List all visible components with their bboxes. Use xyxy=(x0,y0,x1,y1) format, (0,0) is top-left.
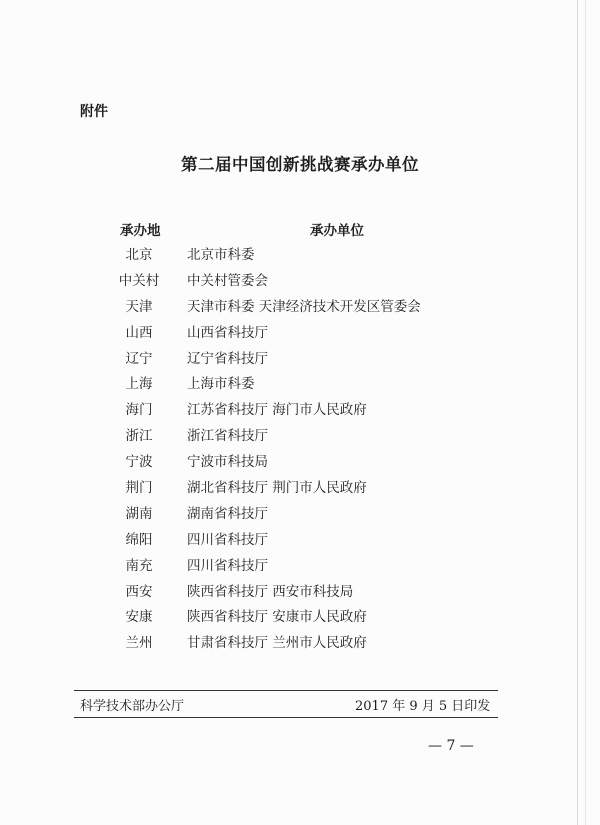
row-unit: 陕西省科技厅 安康市人民政府 xyxy=(187,609,367,626)
footer-issuer: 科学技术部办公厅 xyxy=(80,699,185,714)
table-row xyxy=(0,424,600,450)
footer-bottom-rule xyxy=(74,717,498,718)
row-location: 兰州 xyxy=(125,635,153,652)
row-location: 天津 xyxy=(125,298,153,315)
table-row xyxy=(0,580,600,606)
table-row xyxy=(0,631,600,657)
table-row xyxy=(0,243,600,269)
row-location: 湖南 xyxy=(125,505,153,522)
table-row xyxy=(0,450,600,476)
row-location: 海门 xyxy=(125,402,153,419)
row-unit: 天津市科委 天津经济技术开发区管委会 xyxy=(187,298,421,315)
row-unit: 浙江省科技厅 xyxy=(187,428,268,445)
column-header-unit: 承办单位 xyxy=(310,223,364,239)
row-unit: 四川省科技厅 xyxy=(187,557,268,574)
page-title: 第二届中国创新挑战赛承办单位 xyxy=(181,155,419,174)
table-row xyxy=(0,321,600,347)
row-unit: 陕西省科技厅 西安市科技局 xyxy=(187,583,354,600)
row-unit: 湖南省科技厅 xyxy=(187,505,268,522)
host-table xyxy=(0,243,600,657)
row-unit: 山西省科技厅 xyxy=(187,324,268,341)
row-location: 西安 xyxy=(125,583,153,600)
row-unit: 北京市科委 xyxy=(187,247,255,263)
row-location: 北京 xyxy=(125,247,153,263)
row-location: 荆门 xyxy=(125,480,153,497)
table-row xyxy=(0,269,600,295)
row-unit: 宁波市科技局 xyxy=(187,454,268,471)
row-unit: 中关村管委会 xyxy=(187,272,268,289)
row-location: 宁波 xyxy=(125,454,153,471)
table-row xyxy=(0,347,600,373)
table-row xyxy=(0,398,600,424)
table-row xyxy=(0,372,600,398)
column-header-location: 承办地 xyxy=(120,223,161,239)
row-location: 绵阳 xyxy=(125,531,153,548)
row-location: 南充 xyxy=(125,557,153,574)
footer-top-rule xyxy=(74,690,498,691)
table-row xyxy=(0,528,600,554)
table-row xyxy=(0,476,600,502)
table-row xyxy=(0,605,600,631)
row-location: 安康 xyxy=(125,609,153,626)
row-location: 上海 xyxy=(125,376,153,393)
table-row xyxy=(0,295,600,321)
row-location: 浙江 xyxy=(125,428,153,445)
footer-date: 2017 年 9 月 5 日印发 xyxy=(355,699,491,714)
row-unit: 甘肃省科技厅 兰州市人民政府 xyxy=(187,635,367,652)
row-unit: 湖北省科技厅 荆门市人民政府 xyxy=(187,480,367,497)
row-location: 山西 xyxy=(125,324,153,341)
row-unit: 上海市科委 xyxy=(187,376,255,393)
table-row xyxy=(0,502,600,528)
row-location: 中关村 xyxy=(118,272,160,289)
page-number: — 7 — xyxy=(428,738,474,754)
table-row xyxy=(0,554,600,580)
row-unit: 四川省科技厅 xyxy=(187,531,268,548)
row-location: 辽宁 xyxy=(125,350,153,367)
attachment-label: 附件 xyxy=(80,104,108,120)
row-unit: 江苏省科技厅 海门市人民政府 xyxy=(187,402,367,419)
row-unit: 辽宁省科技厅 xyxy=(187,350,268,367)
